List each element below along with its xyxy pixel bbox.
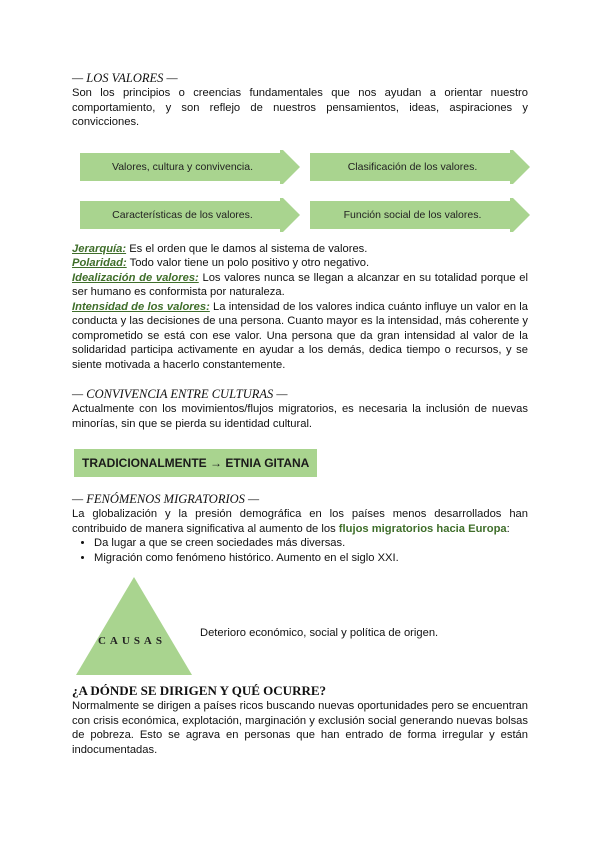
- causas-triangle: [74, 577, 194, 677]
- etnia-gitana-box: TRADICIONALMENTE → ETNIA GITANA: [74, 449, 317, 477]
- definition-term: Polaridad:: [72, 257, 127, 269]
- arrow-funcion-social: [310, 198, 530, 232]
- valores-arrows: [72, 150, 528, 238]
- fenomenos-text-before: La globalización y la presión demográfica en los países menos desarrollados han contribuido de manera significativa al aumento de los: [72, 508, 528, 535]
- definition-text: Todo valor tiene un polo positivo y otro negativo.: [126, 257, 370, 269]
- causas-diagram: [72, 577, 528, 677]
- causas-text: Deterioro económico, social y política de origen.: [200, 627, 439, 639]
- fenomenos-text: [72, 507, 528, 536]
- definition-term: Jerarquía:: [72, 242, 127, 255]
- causas-label: CAUSAS: [97, 635, 166, 647]
- donde-heading: ¿A DÓNDE SE DIRIGEN Y QUÉ OCURRE?: [72, 683, 327, 698]
- definition-term: Idealización de valores:: [72, 271, 199, 284]
- list-item: • Migración como fenómeno histórico. Aumento en el siglo XXI.: [94, 551, 528, 566]
- definition-idealizacion: [72, 271, 528, 300]
- document-page: [72, 70, 528, 757]
- arrow-label: Función social de los valores.: [343, 208, 482, 221]
- fenomenos-heading: — FENÓMENOS MIGRATORIOS —: [72, 492, 260, 506]
- arrow-label: Valores, cultura y convivencia.: [111, 160, 254, 173]
- arrow-clasificacion: [310, 150, 530, 184]
- fenomenos-text-after: :: [506, 522, 510, 535]
- definition-text: Es el orden que le damos al sistema de valores.: [126, 242, 368, 255]
- convivencia-text: Actualmente con los movimientos/flujos migratorios, es necesaria la inclusión de nuevas minorías, sin que se pierda su identidad cultural.: [72, 403, 528, 430]
- fenomenos-bullets: [72, 536, 528, 565]
- valores-definitions: [72, 242, 528, 373]
- fenomenos-highlight: flujos migratorios hacia Europa: [338, 522, 507, 535]
- valores-intro: Son los principios o creencias fundamentales que nos ayudan a orientar nuestro comportamiento, y son reflejo de nuestros pensamientos, ideas, aspiraciones y convicciones.: [72, 87, 528, 128]
- valores-heading: — LOS VALORES —: [72, 71, 178, 85]
- definition-intensidad: [72, 300, 528, 373]
- arrow-caracteristicas: [80, 198, 300, 232]
- donde-text: Normalmente se dirigen a países ricos buscando nuevas oportunidades pero se encuentran con crisis económica, explotación, marginación y exclusión social generando nuevas bolsas de pobreza. Esto se agrava en personas que han entrado de forma irregular y están indocumentadas.: [72, 700, 528, 756]
- arrow-valores-cultura: [80, 150, 300, 184]
- definition-term: Intensidad de los valores:: [72, 300, 210, 313]
- arrow-label: Clasificación de los valores.: [347, 160, 478, 173]
- definition-jerarquia: [72, 242, 528, 257]
- list-item: • Da lugar a que se creen sociedades más diversas.: [94, 536, 528, 551]
- definition-text: Los valores nunca se llegan a alcanzar en su totalidad porque el ser humano es conformista por naturaleza.: [72, 271, 528, 298]
- arrow-label: Características de los valores.: [112, 208, 253, 221]
- convivencia-heading: — CONVIVENCIA ENTRE CULTURAS —: [72, 387, 288, 401]
- definition-text: La intensidad de los valores indica cuánto influye un valor en la conducta y las decisiones de una persona. Cuanto mayor es la intensidad, más coherente y comprometido se está con ese valor. Una persona que da gran intensidad al valor de la solidaridad participa activamente en ayudar a los demás, dedica tiempo o recursos, y se siente motivada a hacerlo constantemente.: [72, 300, 528, 371]
- definition-polaridad: [72, 256, 528, 271]
